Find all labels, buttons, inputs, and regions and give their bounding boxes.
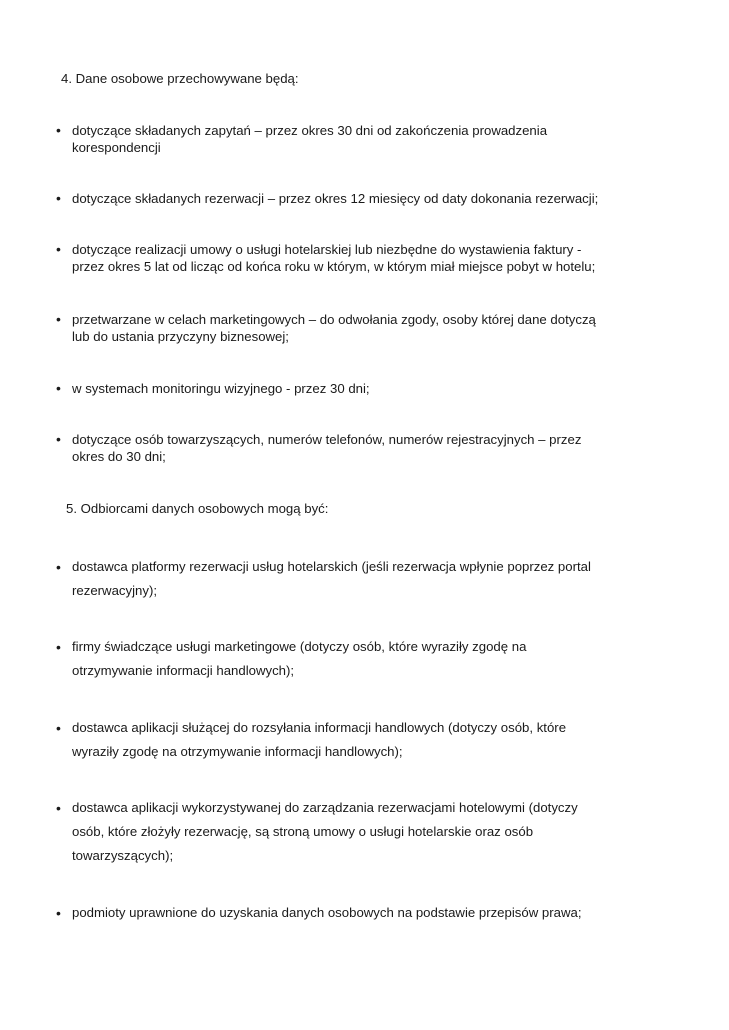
bullet-icon: •: [56, 241, 61, 257]
section-4-heading: 4. Dane osobowe przechowywane będą:: [61, 71, 299, 86]
list-item: [56, 190, 656, 207]
list-item-text: dotyczące składanych rezerwacji – przez okres 12 miesięcy od daty dokonania rezerwacji;: [72, 191, 599, 206]
list-item-text: przetwarzane w celach marketingowych – do odwołania zgody, osoby której dane dotyczą lub do ustania przyczyny biznesowej;: [72, 312, 596, 344]
list-item-text: dotyczące składanych zapytań – przez okres 30 dni od zakończenia prowadzenia korespondencji: [72, 123, 548, 155]
section-5-heading: 5. Odbiorcami danych osobowych mogą być:: [66, 501, 329, 516]
list-item: [56, 311, 656, 345]
bullet-icon: •: [56, 190, 61, 206]
list-item: [56, 431, 656, 465]
list-item-text: dostawca platformy rezerwacji usług hotelarskich (jeśli rezerwacja wpłynie poprzez portal rezerwacyjny);: [72, 559, 591, 598]
list-item-text: w systemach monitoringu wizyjnego - przez 30 dni;: [72, 381, 370, 396]
list-item: [56, 380, 656, 397]
bullet-icon: •: [56, 905, 61, 921]
list-item-text: dotyczące realizacji umowy o usługi hotelarskiej lub niezbędne do wystawienia faktury - przez okres 5 lat od licząc od końca roku w którym, w którym miał miejsce pobyt w hotelu;: [72, 242, 596, 274]
list-item: [56, 555, 656, 603]
list-item: [56, 635, 656, 683]
bullet-icon: •: [56, 431, 61, 447]
list-item-text: podmioty uprawnione do uzyskania danych osobowych na podstawie przepisów prawa;: [72, 905, 582, 920]
list-item-text: dotyczące osób towarzyszących, numerów telefonów, numerów rejestracyjnych – przez okres do 30 dni;: [72, 432, 582, 464]
bullet-icon: •: [56, 639, 61, 655]
list-item-text: firmy świadczące usługi marketingowe (dotyczy osób, które wyraziły zgodę na otrzymywanie informacji handlowych);: [72, 639, 527, 678]
bullet-icon: •: [56, 720, 61, 736]
list-item-text: dostawca aplikacji wykorzystywanej do zarządzania rezerwacjami hotelowymi (dotyczy osób, które złożyły rezerwację, są stroną umowy o usługi hotelarskie oraz osób towarzyszących);: [72, 800, 578, 863]
bullet-icon: •: [56, 311, 61, 327]
list-item-text: dostawca aplikacji służącej do rozsyłania informacji handlowych (dotyczy osób, które wyraziły zgodę na otrzymywanie informacji handlowych);: [72, 720, 567, 759]
bullet-icon: •: [56, 122, 61, 138]
bullet-icon: •: [56, 380, 61, 396]
list-item: [56, 122, 656, 156]
bullet-icon: •: [56, 559, 61, 575]
list-item: [56, 796, 656, 868]
list-item: [56, 901, 656, 925]
bullet-icon: •: [56, 800, 61, 816]
list-item: [56, 716, 656, 764]
list-item: [56, 241, 656, 275]
